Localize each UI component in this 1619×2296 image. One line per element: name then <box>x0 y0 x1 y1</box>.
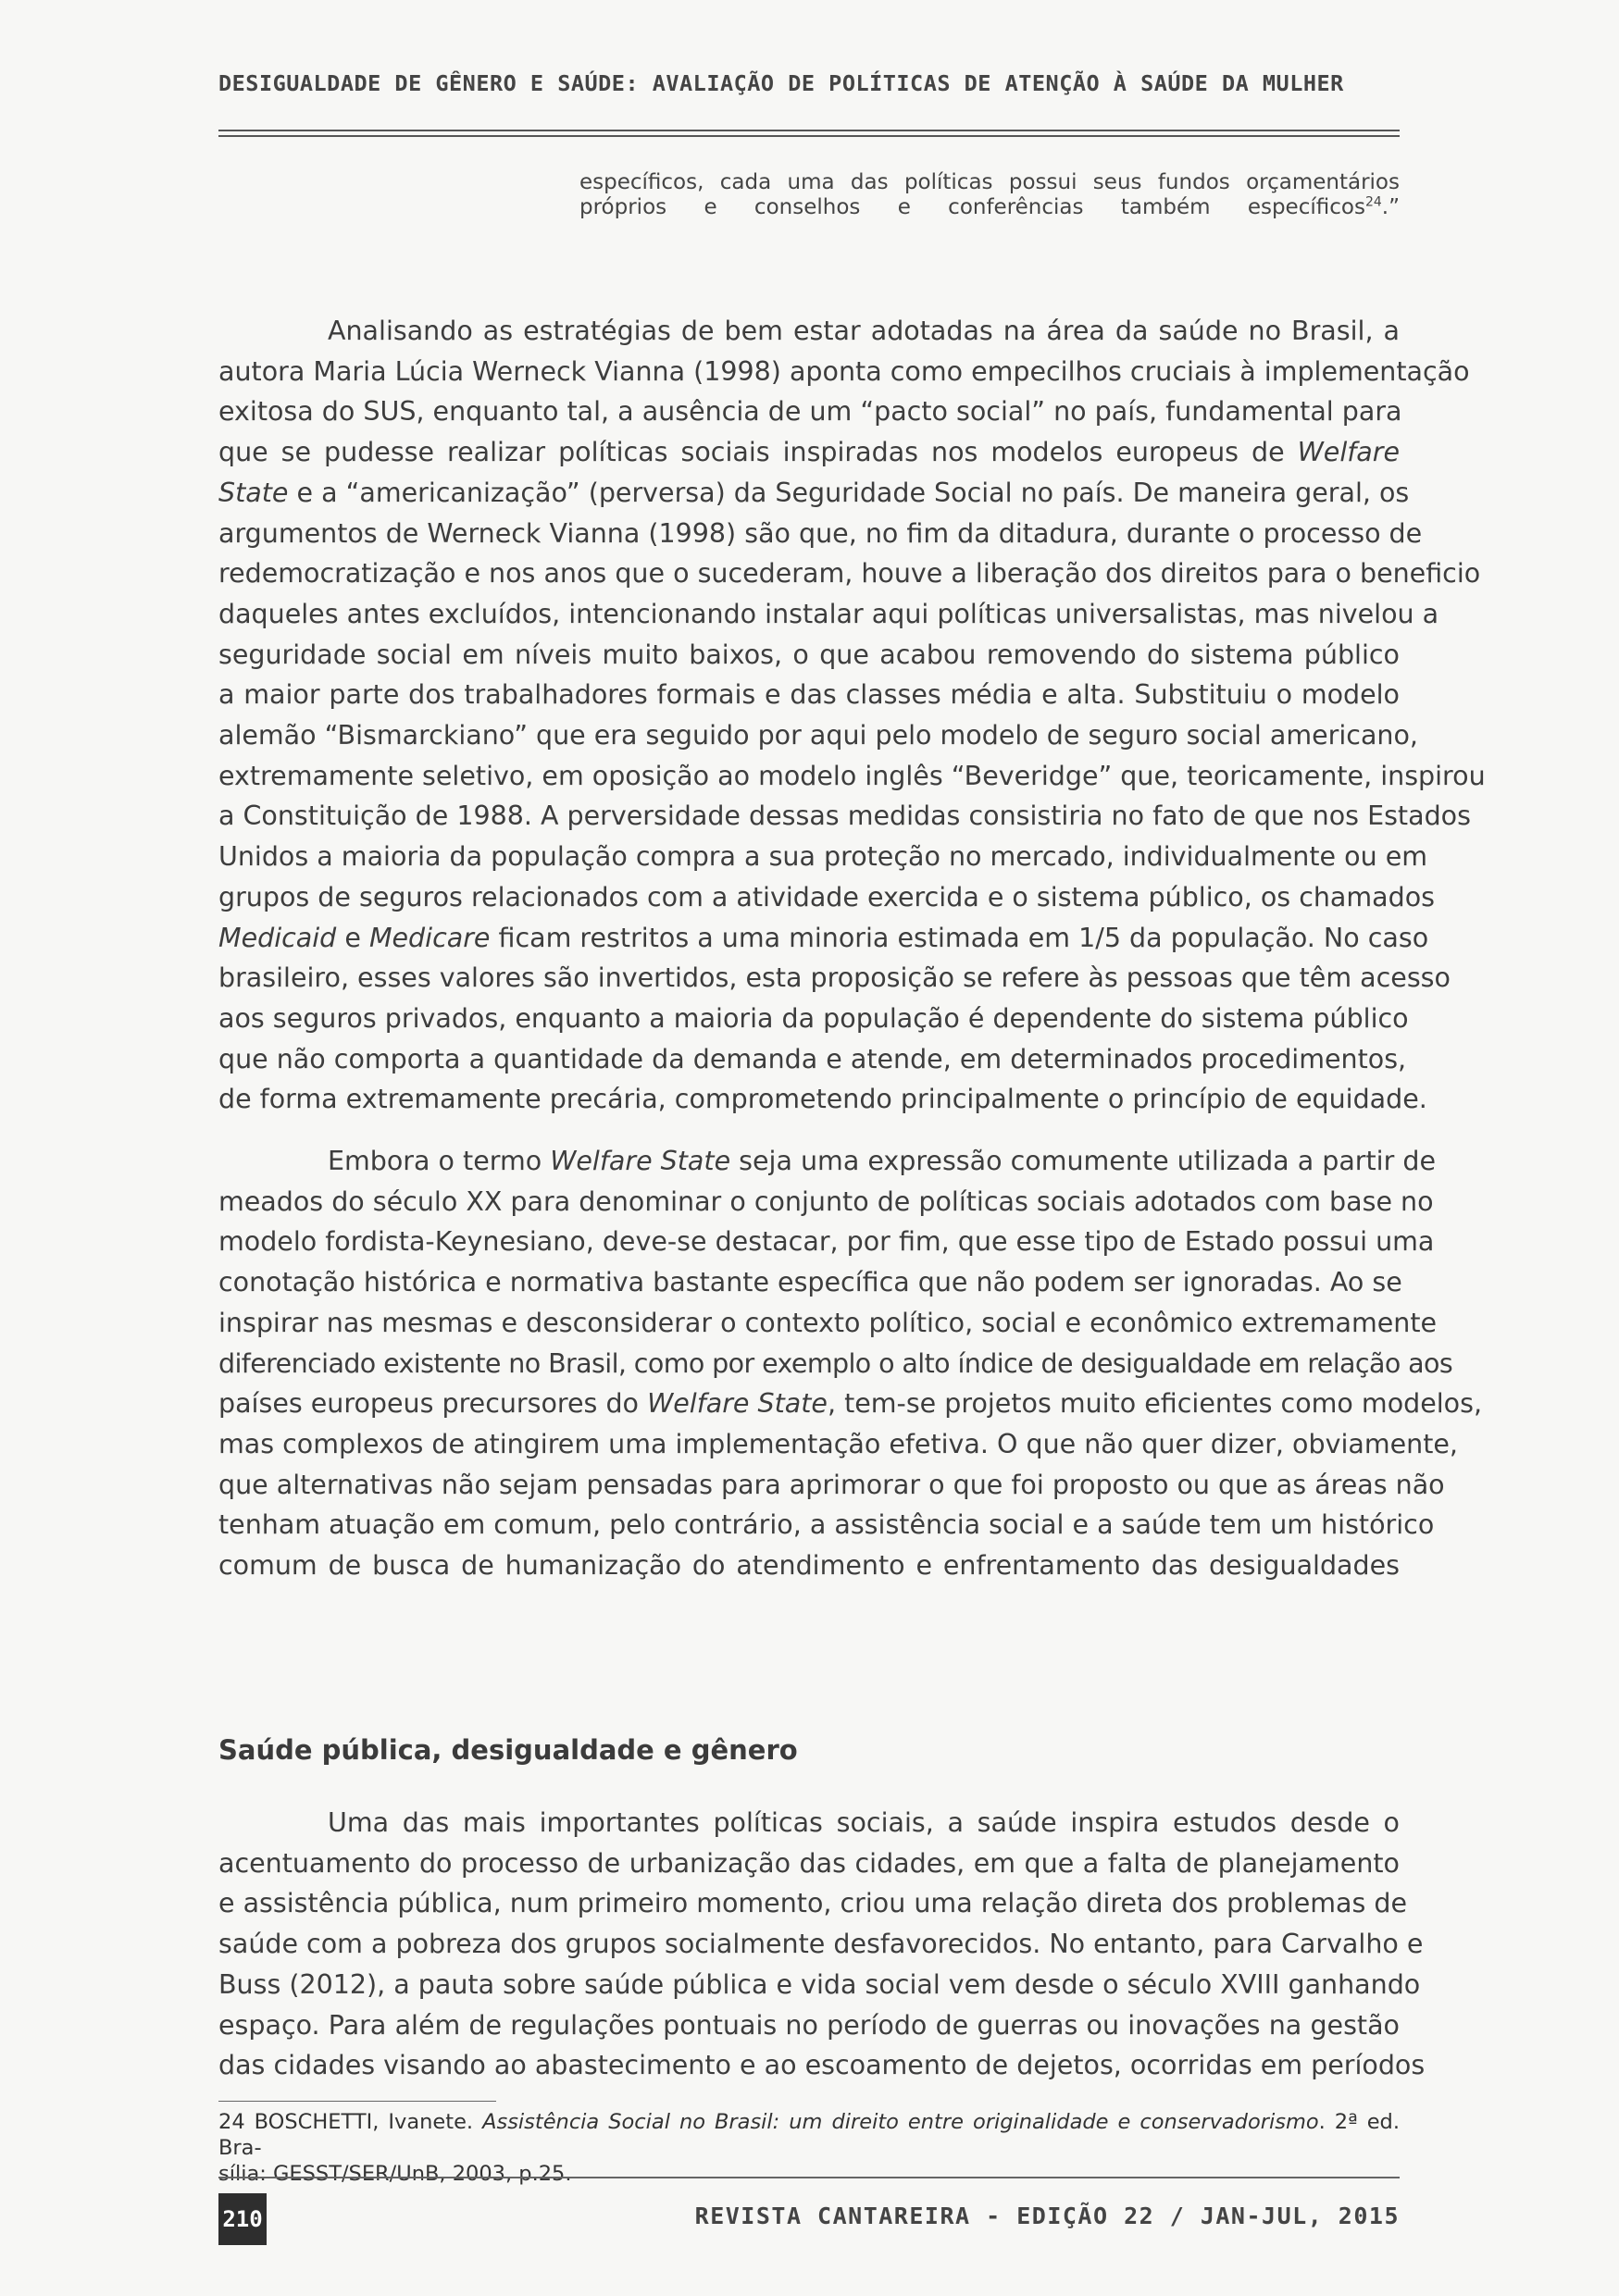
text-line: Unidos a maioria da população compra a sua proteção no mercado, individualmente ou em <box>218 841 1427 873</box>
italic-term: Welfare State <box>550 1146 731 1176</box>
text-line: brasileiro, esses valores são invertidos, esta proposição se refere às pessoas que têm acesso <box>218 962 1451 994</box>
text-line: de forma extremamente precária, comprometendo principalmente o princípio de equidade. <box>218 1084 1427 1115</box>
text-span: seja uma expressão comumente utilizada a partir de <box>730 1146 1436 1176</box>
text-line: daqueles antes excluídos, intencionando instalar aqui políticas universalistas, mas nivelou a <box>218 598 1439 629</box>
paragraph-welfare-analysis <box>218 311 1486 1120</box>
text-line: mas complexos de atingirem uma implementação efetiva. O que não quer dizer, obviamente, <box>218 1428 1458 1459</box>
paragraph-welfare-state <box>218 1141 1483 1586</box>
section-heading: Saúde pública, desigualdade e gênero <box>218 1734 798 1766</box>
text-line: aos seguros privados, enquanto a maioria da população é dependente do sistema público <box>218 1002 1409 1034</box>
footnote-line: sília: GESST/SER/UnB, 2003, p.25. <box>218 2162 572 2186</box>
footnote-text: . 2ª ed. Bra- <box>218 2110 1400 2160</box>
footnote-text: 24 BOSCHETTI, Ivanete. <box>218 2110 483 2134</box>
text-line: Buss (2012), a pauta sobre saúde pública e vida social vem desde o século XVIII ganhando <box>218 1968 1421 2000</box>
text-line <box>218 1384 1483 1424</box>
text-line: tenham atuação em comum, pelo contrário, a assistência social e a saúde tem um histórico <box>218 1509 1435 1541</box>
text-line: autora Maria Lúcia Werneck Vianna (1998) aponta como empecilhos cruciais à implementação <box>218 355 1470 387</box>
text-line: que não comporta a quantidade da demanda e atende, em determinados procedimentos, <box>218 1043 1407 1074</box>
text-line <box>218 432 1400 473</box>
text-line: alemão “Bismarckiano” que era seguido por aqui pelo modelo de seguro social americano, <box>218 720 1418 751</box>
text-line: extremamente seletivo, em oposição ao modelo inglês “Beveridge” que, teoricamente, inspirou <box>218 760 1486 791</box>
quote-line: específicos, cada uma das políticas possui seus fundos orçamentários <box>579 170 1400 194</box>
text-line: conotação histórica e normativa bastante específica que não podem ser ignoradas. Ao se <box>218 1267 1402 1298</box>
quote-text: .” <box>1381 195 1400 219</box>
footnote-title: Assistência Social no Brasil: um direito entre originalidade e conservadorismo <box>482 2110 1319 2134</box>
text-line <box>218 1141 1436 1182</box>
text-line: espaço. Para além de regulações pontuais no período de guerras ou inovações na gestão <box>218 2009 1400 2041</box>
footer-rule <box>218 2177 1400 2178</box>
paragraph-public-health <box>218 1803 1426 2086</box>
italic-term: Medicaid <box>218 922 337 953</box>
quote-text: próprios e conselhos e conferências também específicos <box>579 195 1365 219</box>
text-line: acentuamento do processo de urbanização das cidades, em que a falta de planejamento <box>218 1847 1400 1879</box>
text-line: Analisando as estratégias de bem estar adotadas na área da saúde no Brasil, a <box>328 316 1400 346</box>
text-line: modelo fordista-Keynesiano, deve-se destacar, por fim, que esse tipo de Estado possui uma <box>218 1226 1435 1258</box>
text-line: saúde com a pobreza dos grupos socialmente desfavorecidos. No entanto, para Carvalho e <box>218 1929 1424 1960</box>
quote-line <box>579 195 1400 220</box>
text-span: ficam restritos a uma minoria estimada em 1/5 da população. No caso <box>490 922 1429 953</box>
text-line: comum de busca de humanização do atendimento e enfrentamento das desigualdades <box>218 1550 1400 1582</box>
text-line: a maior parte dos trabalhadores formais e das classes média e alta. Substituiu o modelo <box>218 679 1400 711</box>
text-span: e <box>336 922 369 953</box>
text-line: diferenciado existente no Brasil, como por exemplo o alto índice de desigualdade em relação aos <box>218 1347 1453 1379</box>
italic-term: Welfare <box>1297 437 1400 468</box>
text-line: Uma das mais importantes políticas sociais, a saúde inspira estudos desde o <box>328 1807 1400 1838</box>
text-line: inspirar nas mesmas e desconsiderar o contexto político, social e econômico extremamente <box>218 1307 1438 1338</box>
footnote-ref[interactable]: 24 <box>1364 194 1382 210</box>
text-line: argumentos de Werneck Vianna (1998) são que, no fim da ditadura, durante o processo de <box>218 517 1423 549</box>
text-line: meados do século XX para denominar o conjunto de políticas sociais adotados com base no <box>218 1185 1434 1217</box>
text-line: seguridade social em níveis muito baixos, o que acabou removendo do sistema público <box>218 639 1400 670</box>
text-line: exitosa do SUS, enquanto tal, a ausência de um “pacto social” no país, fundamental para <box>218 396 1402 428</box>
text-span: , tem-se projetos muito eficientes como modelos, <box>827 1388 1483 1420</box>
text-line <box>218 473 1410 514</box>
text-line: grupos de seguros relacionados com a atividade exercida e o sistema público, os chamados <box>218 881 1435 912</box>
italic-term: Medicare <box>368 922 491 953</box>
footnote-24 <box>218 2109 1400 2187</box>
block-quote <box>579 170 1400 220</box>
page-number: 210 <box>218 2193 267 2245</box>
footnote-separator <box>218 2101 496 2102</box>
header-double-rule <box>218 130 1400 137</box>
text-span: Embora o termo <box>328 1146 551 1176</box>
running-header-title: DESIGUALDADE DE GÊNERO E SAÚDE: AVALIAÇÃO DE POLÍTICAS DE ATENÇÃO À SAÚDE DA MULHER <box>218 70 1344 96</box>
footnote-line <box>218 2109 1400 2161</box>
text-line <box>218 918 1429 959</box>
text-line: e assistência pública, num primeiro momento, criou uma relação direta dos problemas de <box>218 1888 1408 1919</box>
text-span: que se pudesse realizar políticas sociais inspiradas nos modelos europeus de <box>218 437 1298 468</box>
text-line: que alternativas não sejam pensadas para aprimorar o que foi proposto ou que as áreas não <box>218 1469 1445 1500</box>
text-line: a Constituição de 1988. A perversidade dessas medidas consistiria no fato de que nos Estados <box>218 800 1471 832</box>
journal-info: REVISTA CANTAREIRA - EDIÇÃO 22 / JAN-JUL, 2015 <box>694 2203 1400 2229</box>
text-span: países europeus precursores do <box>218 1388 648 1420</box>
text-line: redemocratização e nos anos que o sucederam, houve a liberação dos direitos para o beneficio <box>218 558 1481 590</box>
text-line: das cidades visando ao abastecimento e ao escoamento de dejetos, ocorridas em períodos <box>218 2050 1426 2081</box>
text-span: e a “americanização” (perversa) da Seguridade Social no país. De maneira geral, os <box>296 477 1410 508</box>
italic-term: State <box>218 477 289 508</box>
italic-term: Welfare State <box>647 1388 828 1420</box>
